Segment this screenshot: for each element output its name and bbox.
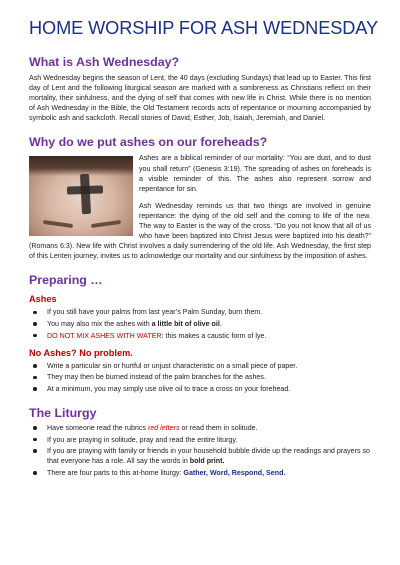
list-item-text: You may also mix the ashes with xyxy=(47,320,152,328)
list-item-text: . xyxy=(219,320,222,328)
ash-cross-forehead-photo xyxy=(29,156,133,236)
list-item-text: If you still have your palms from last year’s Palm Sunday, burn them. xyxy=(47,308,263,317)
section-heading-what-is-ash-wednesday: What is Ash Wednesday? xyxy=(29,55,180,69)
list-item-text: Have someone read the rubrics xyxy=(47,423,148,432)
list-item xyxy=(29,319,371,329)
list-item xyxy=(29,307,371,317)
olive-oil-emphasis: a little bit of olive oil xyxy=(151,320,220,328)
ashes-list xyxy=(29,307,371,340)
why-ashes-paragraph-2: Ash Wednesday reminds us that two things are involved in genuine repentance: the dying of the old self and the coming to life of the new. The way to Easter is the way of the cross. “Do you not know that all of us who have been baptized into Christ Jesus were baptized into his death?” (Romans 6:3). New life with Christ involves a daily surrendering of the old life. Ash Wednesday, the first step of this Lenten journey, invites us to acknowledge our mortality and our sinfulness by the imposition of ashes. xyxy=(29,201,371,261)
no-ashes-list xyxy=(29,361,371,394)
list-item-text: : this makes a caustic form of lye. xyxy=(161,331,267,340)
why-ashes-paragraph-1: Ashes are a biblical reminder of our mortality: “You are dust, and to dust you shall return” (Genesis 3:19). The spreading of ashes on foreheads is a visible reminder of this. The ashes also represent sorrow and repentance for sin. xyxy=(139,154,371,193)
warning-text: DO NOT MIX ASHES WITH WATER xyxy=(47,331,162,340)
list-item: They may then be burned instead of the palm branches for the ashes. xyxy=(29,372,371,382)
bold-print-emphasis: bold print. xyxy=(189,457,225,466)
list-item-text: or read them in solitude. xyxy=(179,423,258,432)
subheading-no-ashes: No Ashes? No problem. xyxy=(29,347,133,358)
rubrics-emphasis: red letters xyxy=(147,423,180,432)
section-why-ashes xyxy=(29,153,371,261)
list-item xyxy=(29,446,371,466)
list-item-text: There are four parts to this at-home liturgy: xyxy=(47,468,184,477)
section-heading-preparing: Preparing … xyxy=(29,273,103,288)
list-item xyxy=(29,468,371,478)
section-body-what-is-ash-wednesday: Ash Wednesday begins the season of Lent, the 40 days (excluding Sundays) that lead up to Easter. This first day of Lent and the following liturgical season are marked with a sombreness as Christians reflect on their mortality, their sinfulness, and the dying of self that comes with new life in Christ. While there is no mention of Ash Wednesday in the Bible, the Old Testament records acts of repentance or mourning accompanied by symbolic ash and sackcloth. Recall stories of David, Esther, Job, Isaiah, Jeremiah, and Daniel. xyxy=(29,74,371,123)
liturgy-list xyxy=(29,423,371,478)
document-title: HOME WORSHIP FOR ASH WEDNESDAY xyxy=(29,18,378,38)
list-item-text: If you are praying with family or friends in your household bubble divide up the readings and prayers so that everyone has a role. All say the words in xyxy=(47,447,370,466)
list-item xyxy=(29,331,371,341)
list-item: Write a particular sin or hurtful or unjust characteristic on a small piece of paper. xyxy=(29,361,371,371)
list-item xyxy=(29,423,371,433)
section-heading-why-ashes: Why do we put ashes on our foreheads? xyxy=(29,135,268,150)
liturgy-parts-emphasis: Gather, Word, Respond, Send. xyxy=(183,468,286,477)
list-item: If you are praying in solitude, pray and read the entire liturgy. xyxy=(29,435,371,445)
subheading-ashes: Ashes xyxy=(29,294,57,305)
section-heading-liturgy: The Liturgy xyxy=(29,405,97,420)
list-item: At a minimum, you may simply use olive oil to trace a cross on your forehead. xyxy=(29,384,371,394)
